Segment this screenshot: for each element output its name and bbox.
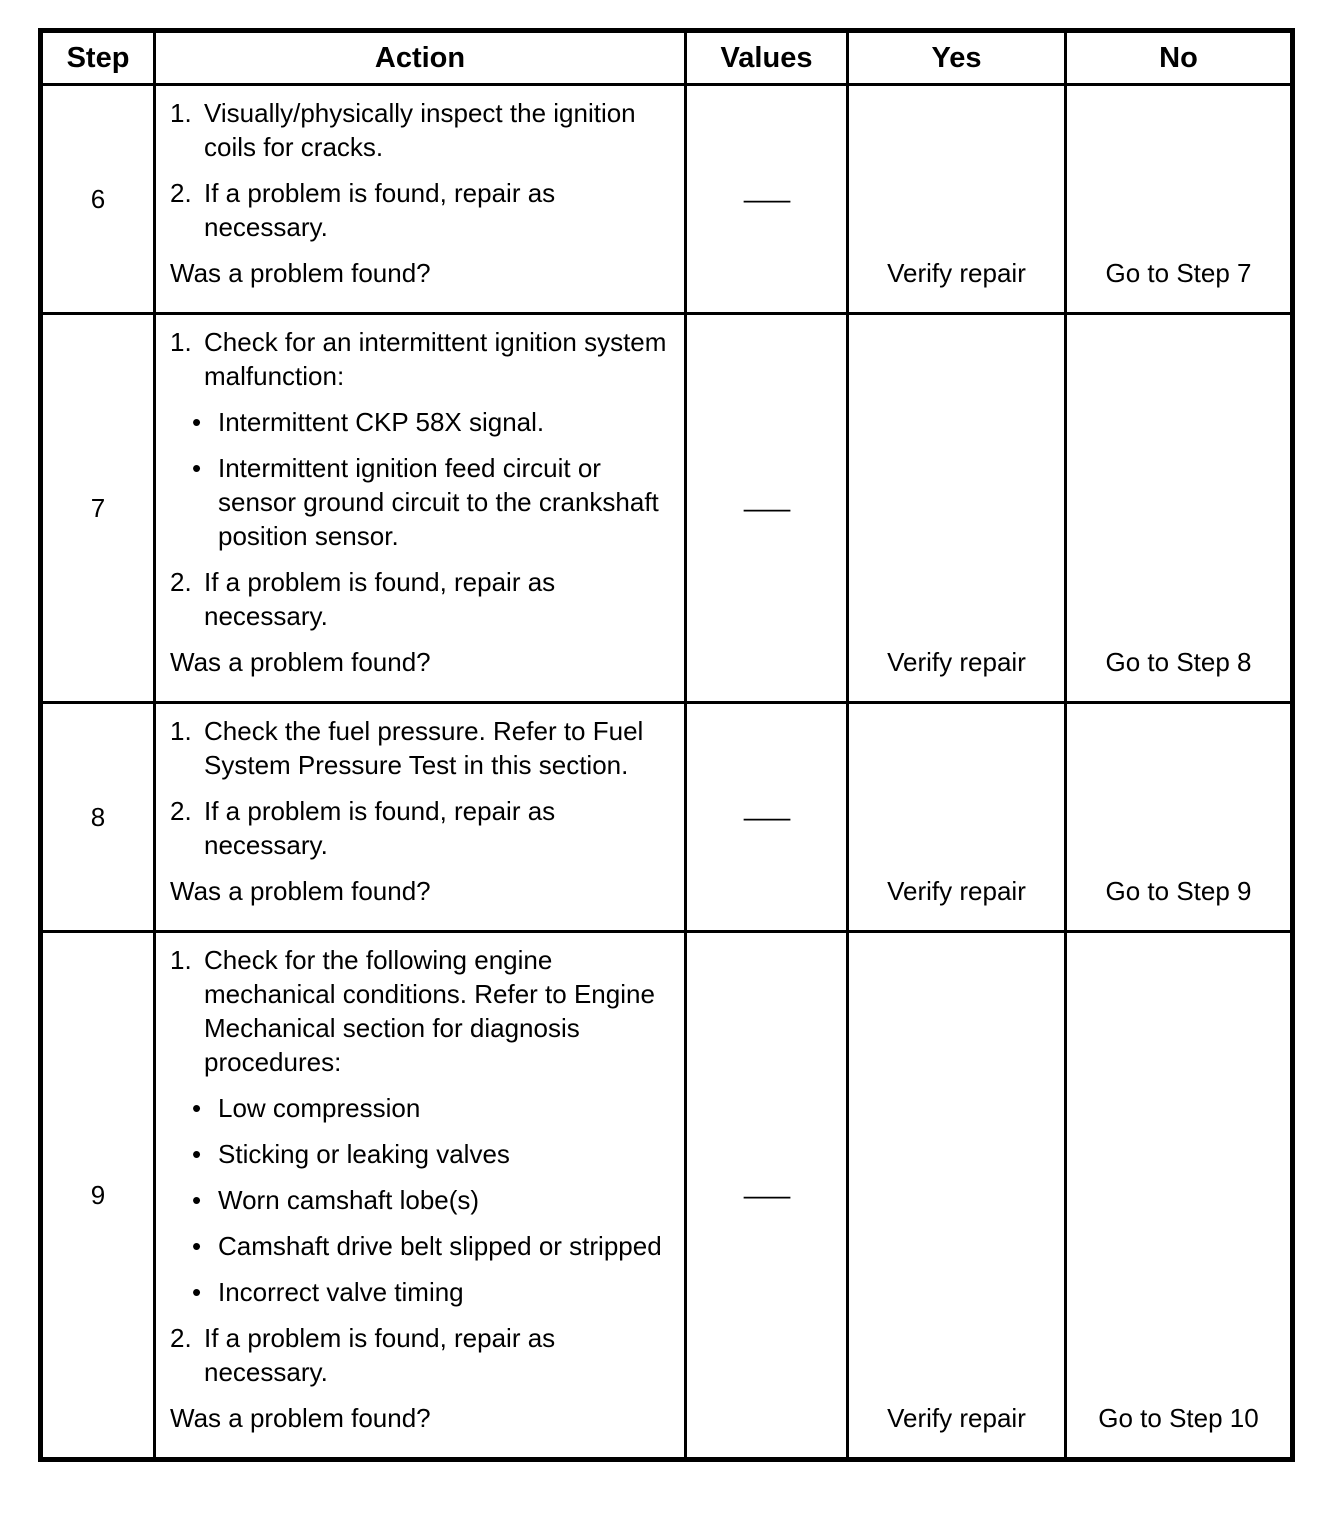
action-text: Check for the following engine mechanical conditions. Refer to Engine Mechanical section for diagnosis procedures: [204, 945, 655, 1077]
action-numbered [170, 794, 676, 862]
list-number: 2. [170, 796, 192, 826]
action-question [170, 1401, 676, 1435]
action-numbered [170, 96, 676, 164]
bullet-marker: • [192, 1231, 202, 1261]
action-text: If a problem is found, repair as necessary. [204, 178, 556, 242]
list-number: 1. [170, 327, 192, 357]
table-row [41, 85, 1293, 314]
no-cell [1066, 314, 1293, 703]
bullet-marker: • [192, 1093, 202, 1123]
step-cell [41, 85, 155, 314]
action-text: Check for an intermittent ignition system malfunction: [204, 327, 667, 391]
step-cell [41, 314, 155, 703]
no-cell [1066, 85, 1293, 314]
step-cell [41, 703, 155, 932]
list-number: 2. [170, 178, 192, 208]
yes-text: Verify repair [887, 647, 1026, 677]
action-text: Was a problem found? [170, 258, 431, 288]
header-no: No [1066, 31, 1293, 85]
list-number: 2. [170, 1323, 192, 1353]
no-text: Go to Step 7 [1105, 258, 1252, 288]
action-question [170, 256, 676, 290]
action-text: If a problem is found, repair as necessary. [204, 567, 556, 631]
action-cell [155, 932, 686, 1460]
values-dash: — [743, 184, 790, 214]
action-numbered [170, 714, 676, 782]
bullet-marker: • [192, 453, 202, 483]
action-bullet [170, 451, 676, 553]
list-number: 2. [170, 567, 192, 597]
no-cell [1066, 703, 1293, 932]
action-text: Incorrect valve timing [218, 1277, 464, 1307]
diagnostic-table [38, 28, 1295, 1462]
step-number: 8 [90, 802, 106, 832]
table-row [41, 314, 1293, 703]
bullet-marker: • [192, 1277, 202, 1307]
action-numbered [170, 565, 676, 633]
values-dash: — [743, 802, 790, 832]
table-body [41, 85, 1293, 1460]
step-number: 6 [90, 184, 106, 214]
action-numbered [170, 325, 676, 393]
list-number: 1. [170, 98, 192, 128]
action-question [170, 645, 676, 679]
action-bullet [170, 1229, 676, 1263]
step-number: 7 [90, 493, 106, 523]
values-cell [686, 932, 848, 1460]
action-cell [155, 314, 686, 703]
action-text: If a problem is found, repair as necessary. [204, 796, 556, 860]
values-dash: — [743, 1180, 790, 1210]
action-text: Was a problem found? [170, 647, 431, 677]
action-text: Sticking or leaking valves [218, 1139, 510, 1169]
action-text: Was a problem found? [170, 1403, 431, 1433]
action-text: Intermittent CKP 58X signal. [218, 407, 545, 437]
values-cell [686, 703, 848, 932]
header-values: Values [686, 31, 848, 85]
action-text: If a problem is found, repair as necessary. [204, 1323, 556, 1387]
no-text: Go to Step 10 [1098, 1403, 1259, 1433]
action-question [170, 874, 676, 908]
header-yes: Yes [848, 31, 1066, 85]
action-text: Visually/physically inspect the ignition coils for cracks. [204, 98, 636, 162]
yes-cell [848, 932, 1066, 1460]
action-bullet [170, 405, 676, 439]
bullet-marker: • [192, 407, 202, 437]
action-text: Low compression [218, 1093, 421, 1123]
list-number: 1. [170, 716, 192, 746]
step-cell [41, 932, 155, 1460]
yes-text: Verify repair [887, 876, 1026, 906]
bullet-marker: • [192, 1139, 202, 1169]
action-text: Intermittent ignition feed circuit or sensor ground circuit to the crankshaft position sensor. [218, 453, 659, 551]
table-row [41, 932, 1293, 1460]
no-text: Go to Step 8 [1105, 647, 1252, 677]
action-numbered [170, 943, 676, 1079]
action-numbered [170, 176, 676, 244]
no-text: Go to Step 9 [1105, 876, 1252, 906]
action-cell [155, 85, 686, 314]
step-number: 9 [90, 1180, 106, 1210]
header-row [41, 31, 1293, 85]
action-text: Was a problem found? [170, 876, 431, 906]
yes-cell [848, 85, 1066, 314]
action-bullet [170, 1091, 676, 1125]
header-step: Step [41, 31, 155, 85]
action-bullet [170, 1275, 676, 1309]
action-text: Check the fuel pressure. Refer to Fuel System Pressure Test in this section. [204, 716, 644, 780]
values-cell [686, 85, 848, 314]
yes-cell [848, 703, 1066, 932]
values-dash: — [743, 493, 790, 523]
table-row [41, 703, 1293, 932]
yes-text: Verify repair [887, 258, 1026, 288]
bullet-marker: • [192, 1185, 202, 1215]
action-cell [155, 703, 686, 932]
action-text: Camshaft drive belt slipped or stripped [218, 1231, 662, 1261]
values-cell [686, 314, 848, 703]
action-bullet [170, 1183, 676, 1217]
yes-cell [848, 314, 1066, 703]
action-bullet [170, 1137, 676, 1171]
yes-text: Verify repair [887, 1403, 1026, 1433]
action-numbered [170, 1321, 676, 1389]
header-action: Action [155, 31, 686, 85]
action-text: Worn camshaft lobe(s) [218, 1185, 480, 1215]
no-cell [1066, 932, 1293, 1460]
list-number: 1. [170, 945, 192, 975]
